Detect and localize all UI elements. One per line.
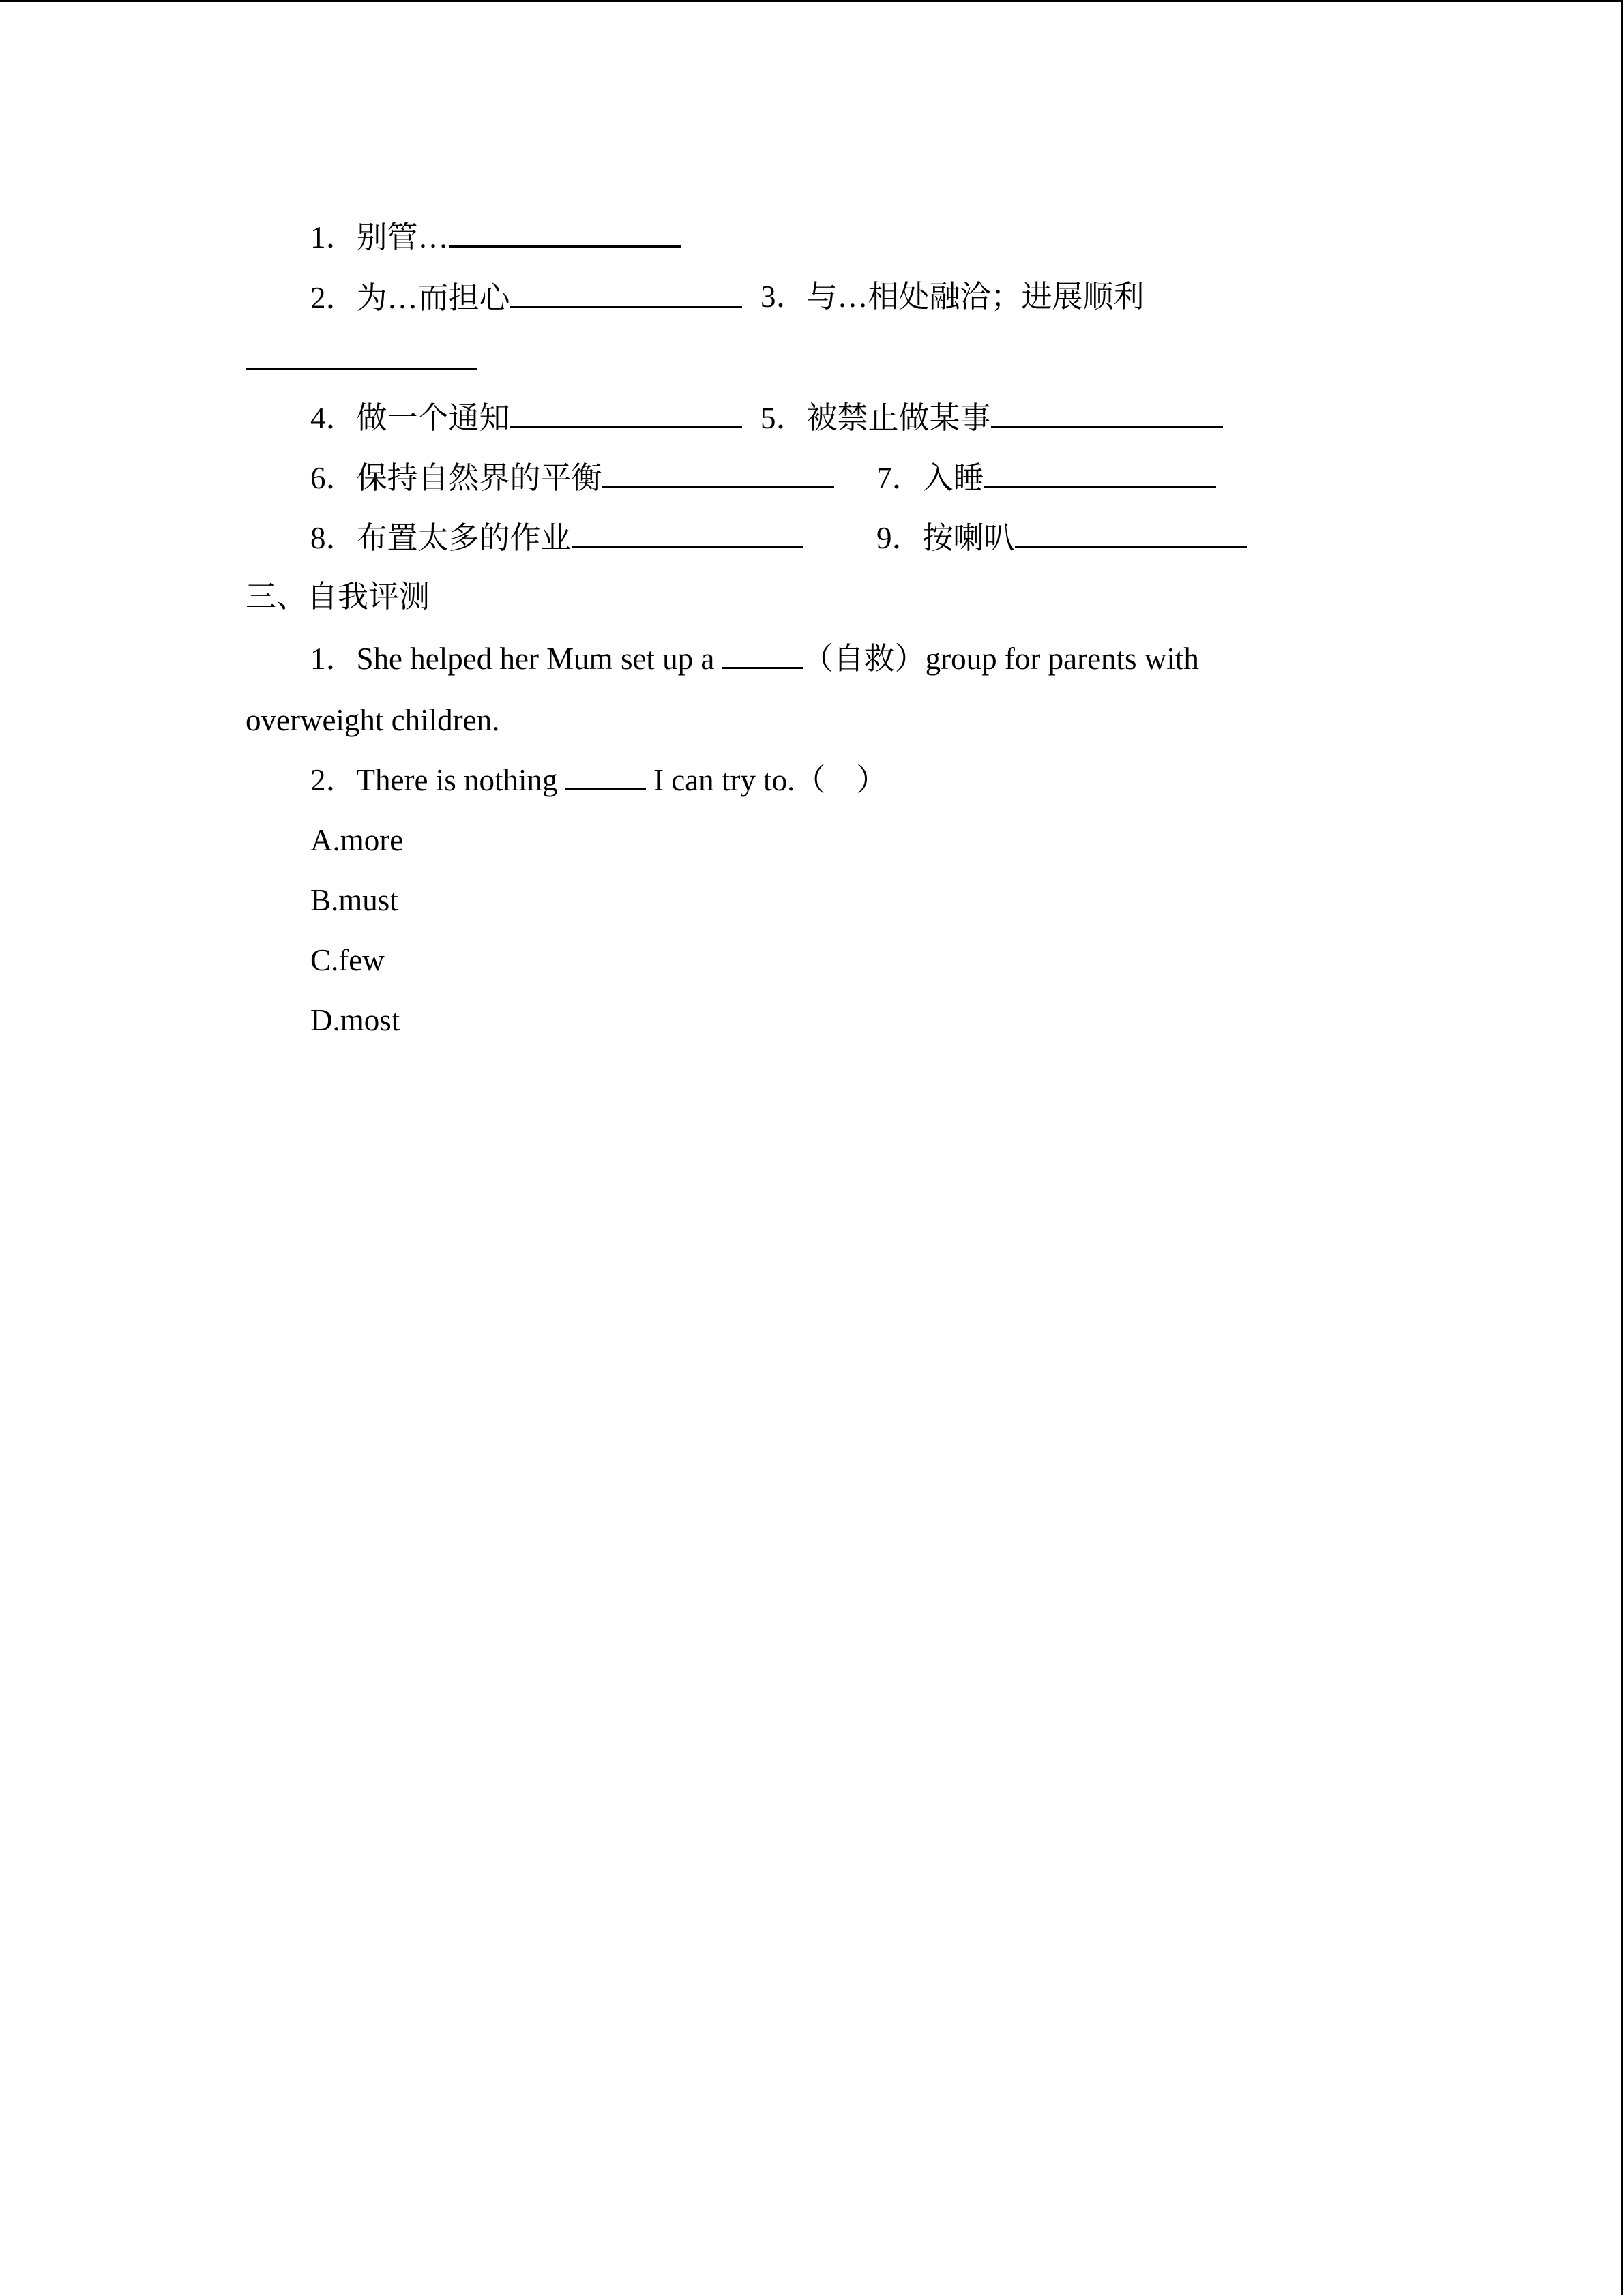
- item-prompt: 按喇叭: [922, 521, 1015, 555]
- item-number: 2．: [310, 281, 357, 315]
- item-prompt: 入睡: [922, 461, 984, 495]
- question-text: I can try to.（ ）: [645, 763, 887, 797]
- vocab-item-2: [310, 276, 742, 318]
- item-number: 7．: [876, 461, 923, 495]
- item-number: 1．: [310, 220, 357, 254]
- option-b[interactable]: B.must: [310, 883, 398, 917]
- self-test-question-1: [310, 637, 1199, 679]
- section-heading: 三、自我评测: [246, 580, 430, 614]
- vocab-item-8: [310, 516, 803, 558]
- question-text: She helped her Mum set up a: [356, 642, 722, 676]
- item-number: 4．: [310, 401, 357, 435]
- item-prompt: 做一个通知: [356, 401, 510, 435]
- vocab-item-3: [761, 276, 1145, 317]
- self-test-question-1-continuation: overweight children.: [246, 703, 500, 737]
- item-number: 6．: [310, 461, 357, 495]
- item-number: 9．: [876, 521, 923, 555]
- vocab-item-1: [310, 215, 681, 258]
- vocab-item-7: [876, 456, 1216, 498]
- item-number: 1．: [310, 642, 357, 676]
- item-prompt: 保持自然界的平衡: [356, 461, 602, 495]
- item-prompt: 别管…: [356, 220, 449, 254]
- option-c[interactable]: C.few: [310, 943, 385, 977]
- answer-blank[interactable]: [510, 396, 742, 428]
- vocab-item-5: [761, 396, 1223, 438]
- answer-blank[interactable]: [722, 637, 803, 669]
- question-hint: （自救）: [802, 642, 926, 676]
- item-prompt: 布置太多的作业: [356, 521, 572, 555]
- vocab-item-4: [310, 396, 742, 438]
- answer-blank[interactable]: [984, 456, 1216, 488]
- item-number: 3．: [761, 280, 807, 314]
- self-test-question-2: [310, 758, 887, 801]
- item-prompt: 被禁止做某事: [806, 401, 991, 435]
- answer-blank[interactable]: [449, 215, 681, 248]
- item-prompt: 与…相处融洽；进展顺利: [806, 280, 1145, 314]
- item-number: 2．: [310, 763, 357, 797]
- item-number: 8．: [310, 521, 357, 555]
- answer-blank[interactable]: [510, 276, 742, 308]
- answer-blank[interactable]: [572, 516, 803, 548]
- answer-blank[interactable]: [565, 758, 646, 790]
- answer-blank[interactable]: [246, 338, 477, 370]
- answer-blank[interactable]: [991, 396, 1223, 428]
- item-prompt: 为…而担心: [356, 281, 510, 315]
- vocab-item-3-blank-line: [246, 338, 477, 380]
- question-text: There is nothing: [356, 763, 565, 797]
- answer-blank[interactable]: [602, 456, 834, 488]
- item-number: 5．: [761, 401, 807, 435]
- option-d[interactable]: D.most: [310, 1003, 400, 1037]
- option-a[interactable]: A.more: [310, 823, 404, 857]
- answer-blank[interactable]: [1015, 516, 1247, 548]
- question-text: group for parents with: [925, 642, 1199, 676]
- vocab-item-6: [310, 456, 834, 498]
- vocab-item-9: [876, 516, 1247, 558]
